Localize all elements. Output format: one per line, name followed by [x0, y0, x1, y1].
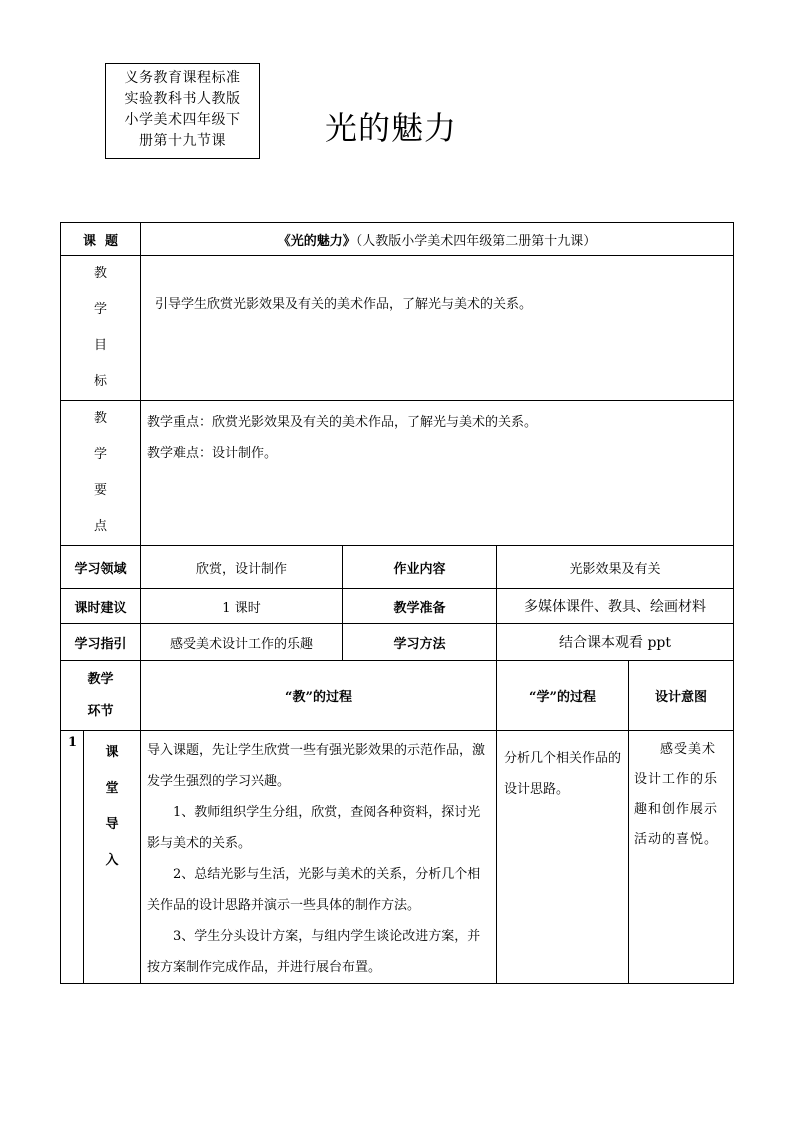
teach-process: [141, 731, 497, 984]
teach-header: “教”的过程: [141, 661, 497, 731]
method-label: 学习方法: [343, 624, 497, 661]
key-point: 教学重点：欣赏光影效果及有关的美术作品，了解光与美术的关系。: [147, 415, 538, 430]
topic-value: [141, 223, 734, 256]
info-line: 实验教科书人教版: [124, 91, 241, 107]
info-line: 小学美术四年级下: [124, 112, 241, 128]
hours-row: [61, 589, 734, 624]
topic-title: 《光的魅力》: [277, 233, 356, 249]
info-line: 义务教育课程标准: [124, 70, 241, 86]
learn-process: 分析几个相关作品的设计思路。: [497, 731, 629, 984]
field-label: 学习领域: [61, 546, 141, 589]
difficulty-point: 教学难点：设计制作。: [147, 446, 278, 461]
topic-source: （人教版小学美术四年级第二册第十九课）: [355, 233, 597, 249]
design-intent: [629, 731, 734, 984]
design-intent-text: 感受美术设计工作的乐趣和创作展示活动的喜悦。: [634, 742, 719, 847]
stage-header-line: 教学: [87, 671, 114, 687]
page-title: 光的魅力: [325, 109, 458, 147]
topic-label: 课 题: [61, 223, 141, 256]
goal-row: [61, 256, 734, 401]
guide-value: 感受美术设计工作的乐趣: [141, 624, 343, 661]
field-row: [61, 546, 734, 589]
goal-text: 引导学生欣赏光影效果及有关的美术作品，了解光与美术的关系。: [141, 256, 734, 401]
teach-line: 2、总结光影与生活，光影与美术的关系，分析几个相关作品的设计思路并演示一些具体的制作方法。: [147, 867, 481, 913]
points-row: [61, 401, 734, 546]
guide-label: 学习指引: [61, 624, 141, 661]
teach-line: 3、学生分头设计方案，与组内学生谈论改进方案，并按方案制作完成作品，并进行展台布置。: [147, 929, 481, 975]
learn-header: “学”的过程: [497, 661, 629, 731]
intent-header: 设计意图: [629, 661, 734, 731]
points-label: [61, 401, 141, 546]
homework-value: 光影效果及有关: [497, 546, 734, 589]
prep-label: 教学准备: [343, 589, 497, 624]
stage-name-char: 堂: [105, 781, 119, 796]
topic-row: [61, 223, 734, 256]
method-value: 结合课本观看 ppt: [497, 624, 734, 661]
stage-number: 1: [61, 731, 84, 984]
stage-name: [84, 731, 141, 984]
goal-label-char: 学: [93, 302, 107, 317]
process-row: [61, 731, 734, 984]
goal-label: [61, 256, 141, 401]
textbook-info-box: [105, 63, 260, 159]
hours-label: 课时建议: [61, 589, 141, 624]
stage-name-char: 课: [105, 745, 119, 760]
points-label-char: 点: [93, 519, 107, 534]
homework-label: 作业内容: [343, 546, 497, 589]
points-label-char: 学: [93, 447, 107, 462]
stage-name-char: 导: [105, 817, 119, 832]
stage-header: [61, 661, 141, 731]
goal-label-char: 标: [93, 374, 107, 389]
info-line: 册第十九节课: [139, 133, 226, 149]
teach-line: 导入课题，先让学生欣赏一些有强光影效果的示范作品，激发学生强烈的学习兴趣。: [147, 743, 486, 789]
stage-name-char: 入: [105, 853, 119, 868]
lesson-plan-table: [60, 222, 734, 984]
hours-value: 1 课时: [141, 589, 343, 624]
guide-row: [61, 624, 734, 661]
process-header-row: [61, 661, 734, 731]
field-value: 欣赏，设计制作: [141, 546, 343, 589]
prep-value: 多媒体课件、教具、绘画材料: [497, 589, 734, 624]
points-label-char: 教: [93, 411, 107, 426]
points-label-char: 要: [93, 483, 107, 498]
teach-line: 1、教师组织学生分组，欣赏，查阅各种资料，探讨光影与美术的关系。: [147, 805, 481, 851]
goal-label-char: 教: [93, 266, 107, 281]
goal-label-char: 目: [93, 338, 107, 353]
stage-header-line: 环节: [87, 703, 114, 719]
points-text: [141, 401, 734, 546]
